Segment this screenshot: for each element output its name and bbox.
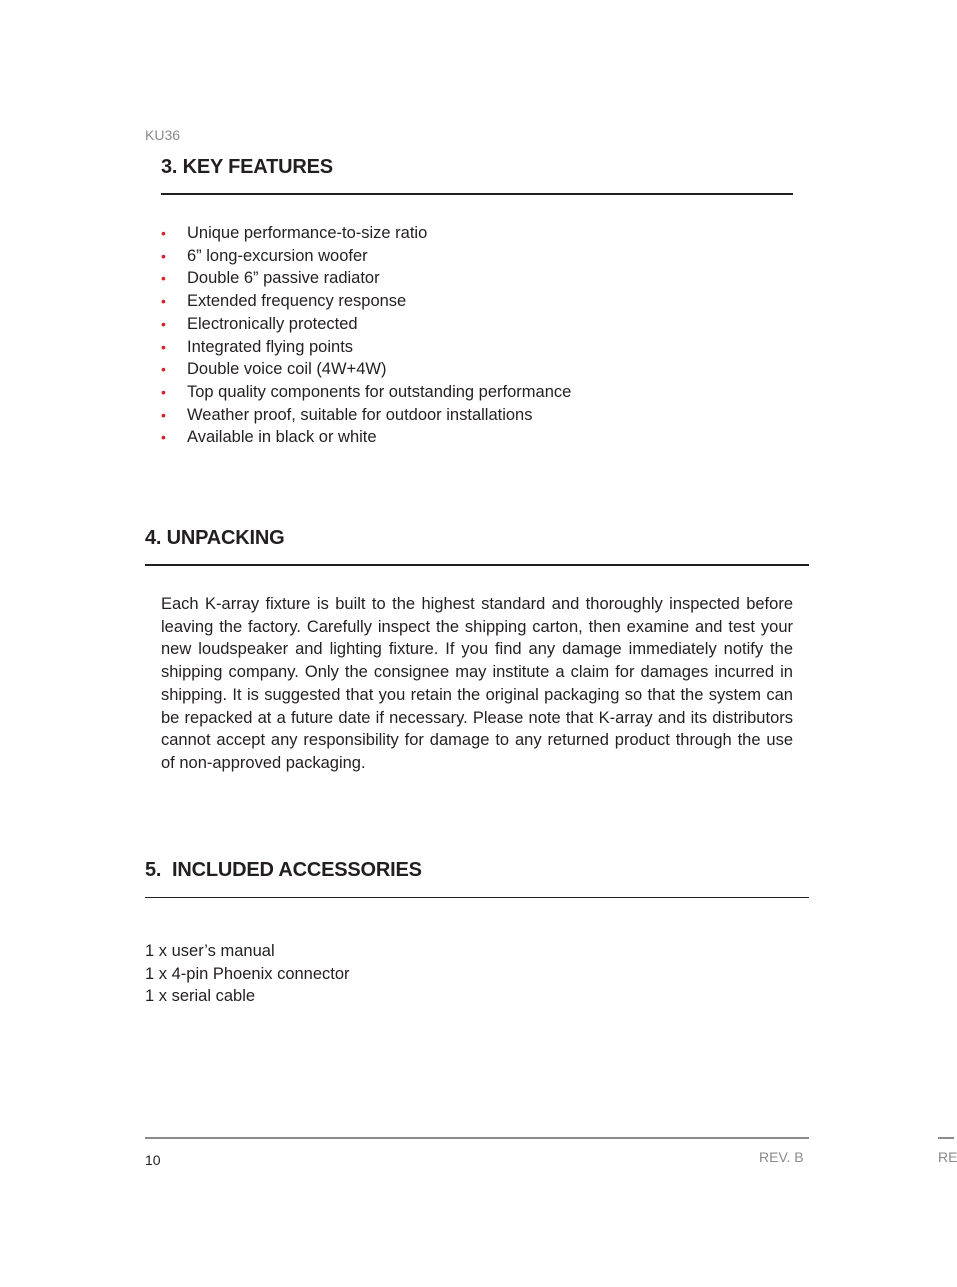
bullet-icon: •: [161, 225, 166, 241]
bullet-icon: •: [161, 247, 166, 264]
key-features-list: [161, 222, 571, 449]
accessories-list: [145, 940, 350, 1008]
list-item: 1 x user’s manual: [145, 942, 275, 960]
section-title-unpacking: 4. UNPACKING: [145, 527, 285, 549]
revision-label: REV. B: [759, 1149, 804, 1165]
bullet-icon: •: [161, 270, 166, 287]
section-divider: [161, 193, 793, 195]
bullet-icon: •: [161, 338, 166, 355]
revision-label-adjacent-page: RE: [938, 1149, 957, 1165]
bullet-icon: •: [161, 383, 166, 400]
bullet-icon: •: [161, 315, 166, 332]
list-item: • Electronically protected: [161, 313, 571, 336]
section-divider: [145, 564, 809, 566]
list-item: • Double 6” passive radiator: [161, 267, 571, 290]
bullet-icon: •: [161, 406, 166, 423]
list-item: • Double voice coil (4W+4W): [161, 358, 571, 381]
list-item: • 6” long-excursion woofer: [161, 245, 571, 268]
bullet-icon: •: [161, 361, 166, 378]
section-title-key-features: 3. KEY FEATURES: [161, 156, 333, 178]
list-item: • Available in black or white: [161, 426, 571, 449]
bullet-icon: •: [161, 293, 166, 310]
list-item: • Top quality components for outstanding performance: [161, 381, 571, 404]
section-title-included-accessories: 5. INCLUDED ACCESSORIES: [145, 859, 422, 881]
list-item: • Weather proof, suitable for outdoor installations: [161, 404, 571, 427]
running-header-product: KU36: [145, 127, 181, 143]
list-item: • Unique performance-to-size ratio: [161, 222, 571, 245]
page-number: 10: [145, 1152, 161, 1168]
section-divider: [145, 897, 809, 898]
footer-divider-adjacent-page: [938, 1137, 954, 1139]
list-item: • Integrated flying points: [161, 336, 571, 359]
footer-divider: [145, 1137, 809, 1139]
unpacking-paragraph: Each K-array fixture is built to the highest standard and thoroughly inspected before leaving the factory. Carefully inspect the shipping carton, then examine and test your new loudspeaker and lighting fixture. If you find any damage immediately notify the shipping company. Only the consignee may institute a claim for damages incurred in shipping. It is suggested that you retain the original packaging so that the system can be repacked at a future date if necessary. Please note that K-array and its distributors cannot accept any responsibility for damage to any returned product through the use of non-approved packaging.: [161, 595, 793, 772]
list-item: • Extended frequency response: [161, 290, 571, 313]
list-item: 1 x serial cable: [145, 987, 256, 1006]
list-item: 1 x 4-pin Phoenix connector: [145, 964, 350, 983]
bullet-icon: •: [161, 429, 166, 446]
